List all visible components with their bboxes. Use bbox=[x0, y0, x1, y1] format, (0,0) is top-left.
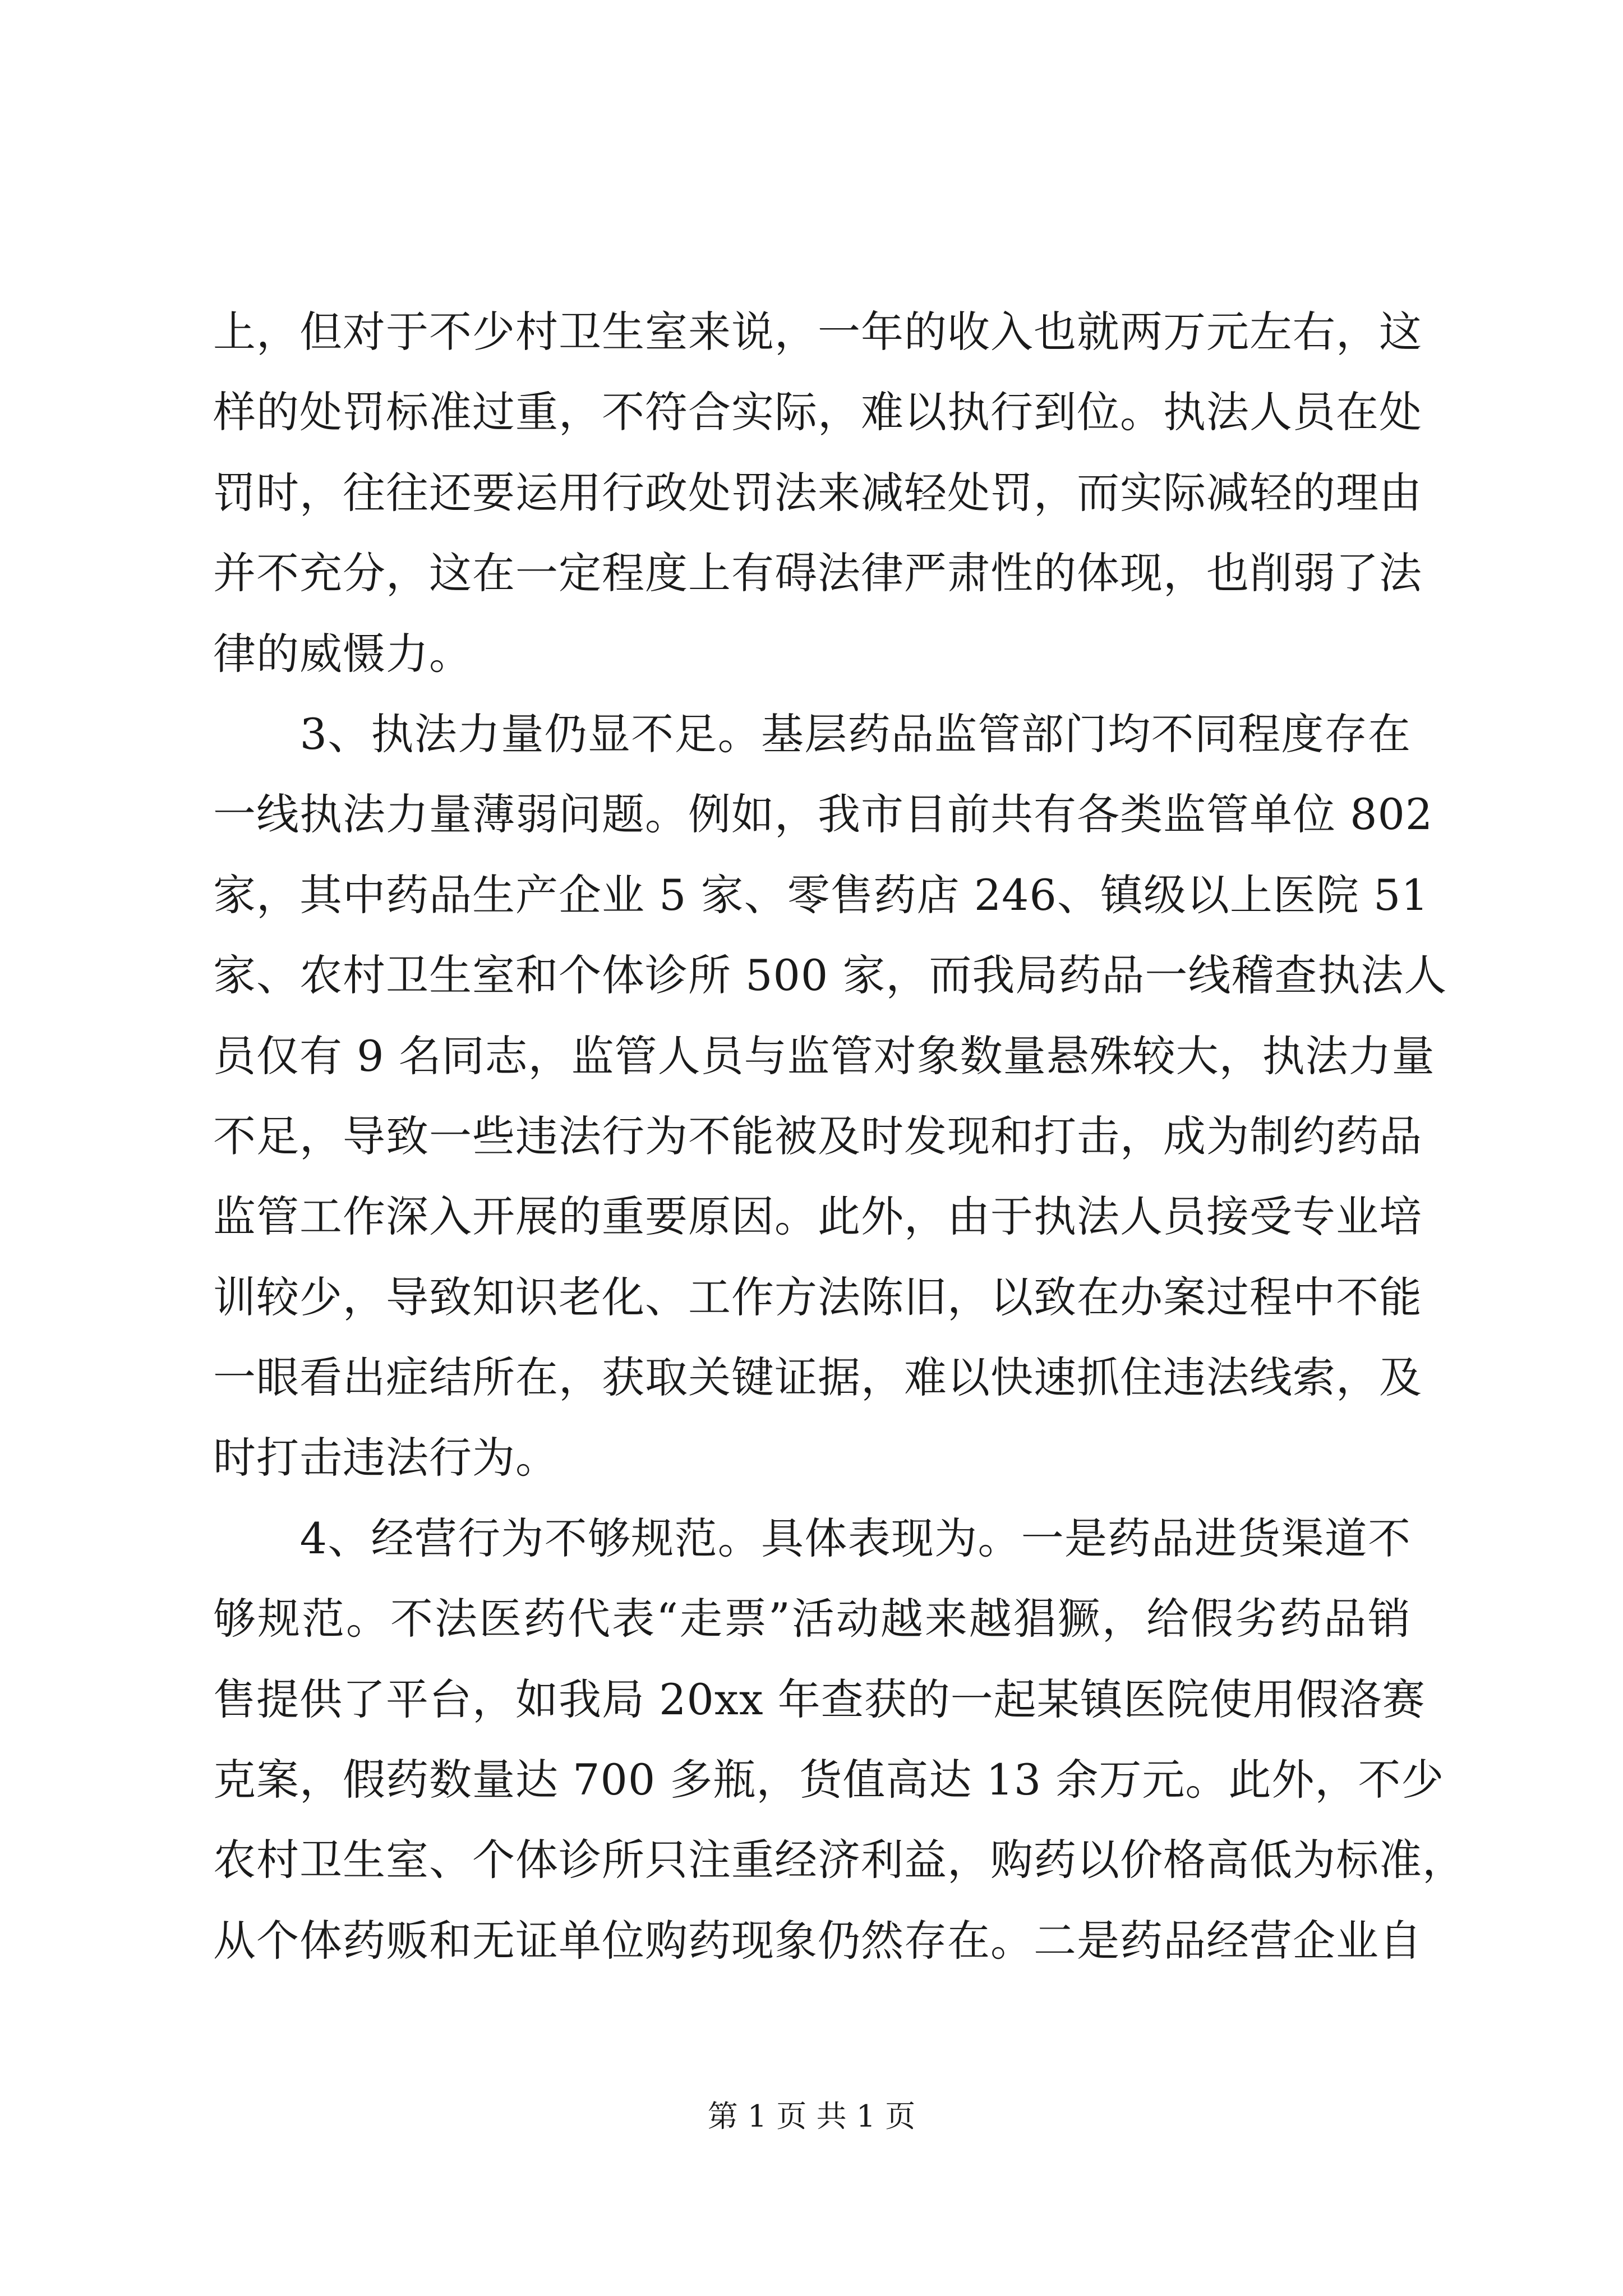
text-line: 从个体药贩和无证单位购药现象仍然存在。二是药品经营企业自 bbox=[213, 1915, 1422, 1966]
text-line: 罚时，往往还要运用行政处罚法来减轻处罚，而实际减轻的理由 bbox=[213, 467, 1422, 518]
body-text bbox=[213, 292, 1465, 1981]
text-line: 家、农村卫生室和个体诊所 500 家，而我局药品一线稽查执法人 bbox=[213, 950, 1447, 1001]
text-line: 克案，假药数量达 700 多瓶，货值高达 13 余万元。此外，不少 bbox=[213, 1755, 1445, 1805]
text-line: 样的处罚标准过重，不符合实际，难以执行到位。执法人员在处 bbox=[213, 387, 1422, 438]
text-line: 训较少，导致知识老化、工作方法陈旧，以致在办案过程中不能 bbox=[213, 1272, 1422, 1322]
text-line: 4、经营行为不够规范。具体表现为。一是药品进货渠道不 bbox=[213, 1513, 1411, 1563]
text-line: 一线执法力量薄弱问题。例如，我市目前共有各类监管单位 802 bbox=[213, 789, 1433, 840]
text-line: 农村卫生室、个体诊所只注重经济利益，购药以价格高低为标准， bbox=[213, 1835, 1465, 1885]
text-line: 并不充分，这在一定程度上有碍法律严肃性的体现，也削弱了法 bbox=[213, 548, 1422, 599]
text-line: 律的威慑力。 bbox=[213, 628, 472, 679]
text-line: 家，其中药品生产企业 5 家、零售药店 246、镇级以上医院 51 bbox=[213, 869, 1429, 920]
text-line: 够规范。不法医药代表“走票”活动越来越猖獗，给假劣药品销 bbox=[213, 1594, 1411, 1644]
text-line: 不足，导致一些违法行为不能被及时发现和打击，成为制约药品 bbox=[213, 1111, 1422, 1161]
page-footer: 第 1 页 共 1 页 bbox=[707, 2099, 916, 2134]
text-line: 上，但对于不少村卫生室来说，一年的收入也就两万元左右，这 bbox=[213, 307, 1422, 357]
text-line: 监管工作深入开展的重要原因。此外，由于执法人员接受专业培 bbox=[213, 1191, 1422, 1242]
text-line: 售提供了平台，如我局 20xx 年查获的一起某镇医院使用假洛赛 bbox=[213, 1674, 1426, 1724]
text-line: 员仅有 9 名同志，监管人员与监管对象数量悬殊较大，执法力量 bbox=[213, 1030, 1435, 1081]
text-line: 3、执法力量仍显不足。基层药品监管部门均不同程度存在 bbox=[213, 708, 1411, 759]
text-line: 时打击违法行为。 bbox=[213, 1433, 559, 1483]
text-line: 一眼看出症结所在，获取关键证据，难以快速抓住违法线索，及 bbox=[213, 1352, 1422, 1403]
